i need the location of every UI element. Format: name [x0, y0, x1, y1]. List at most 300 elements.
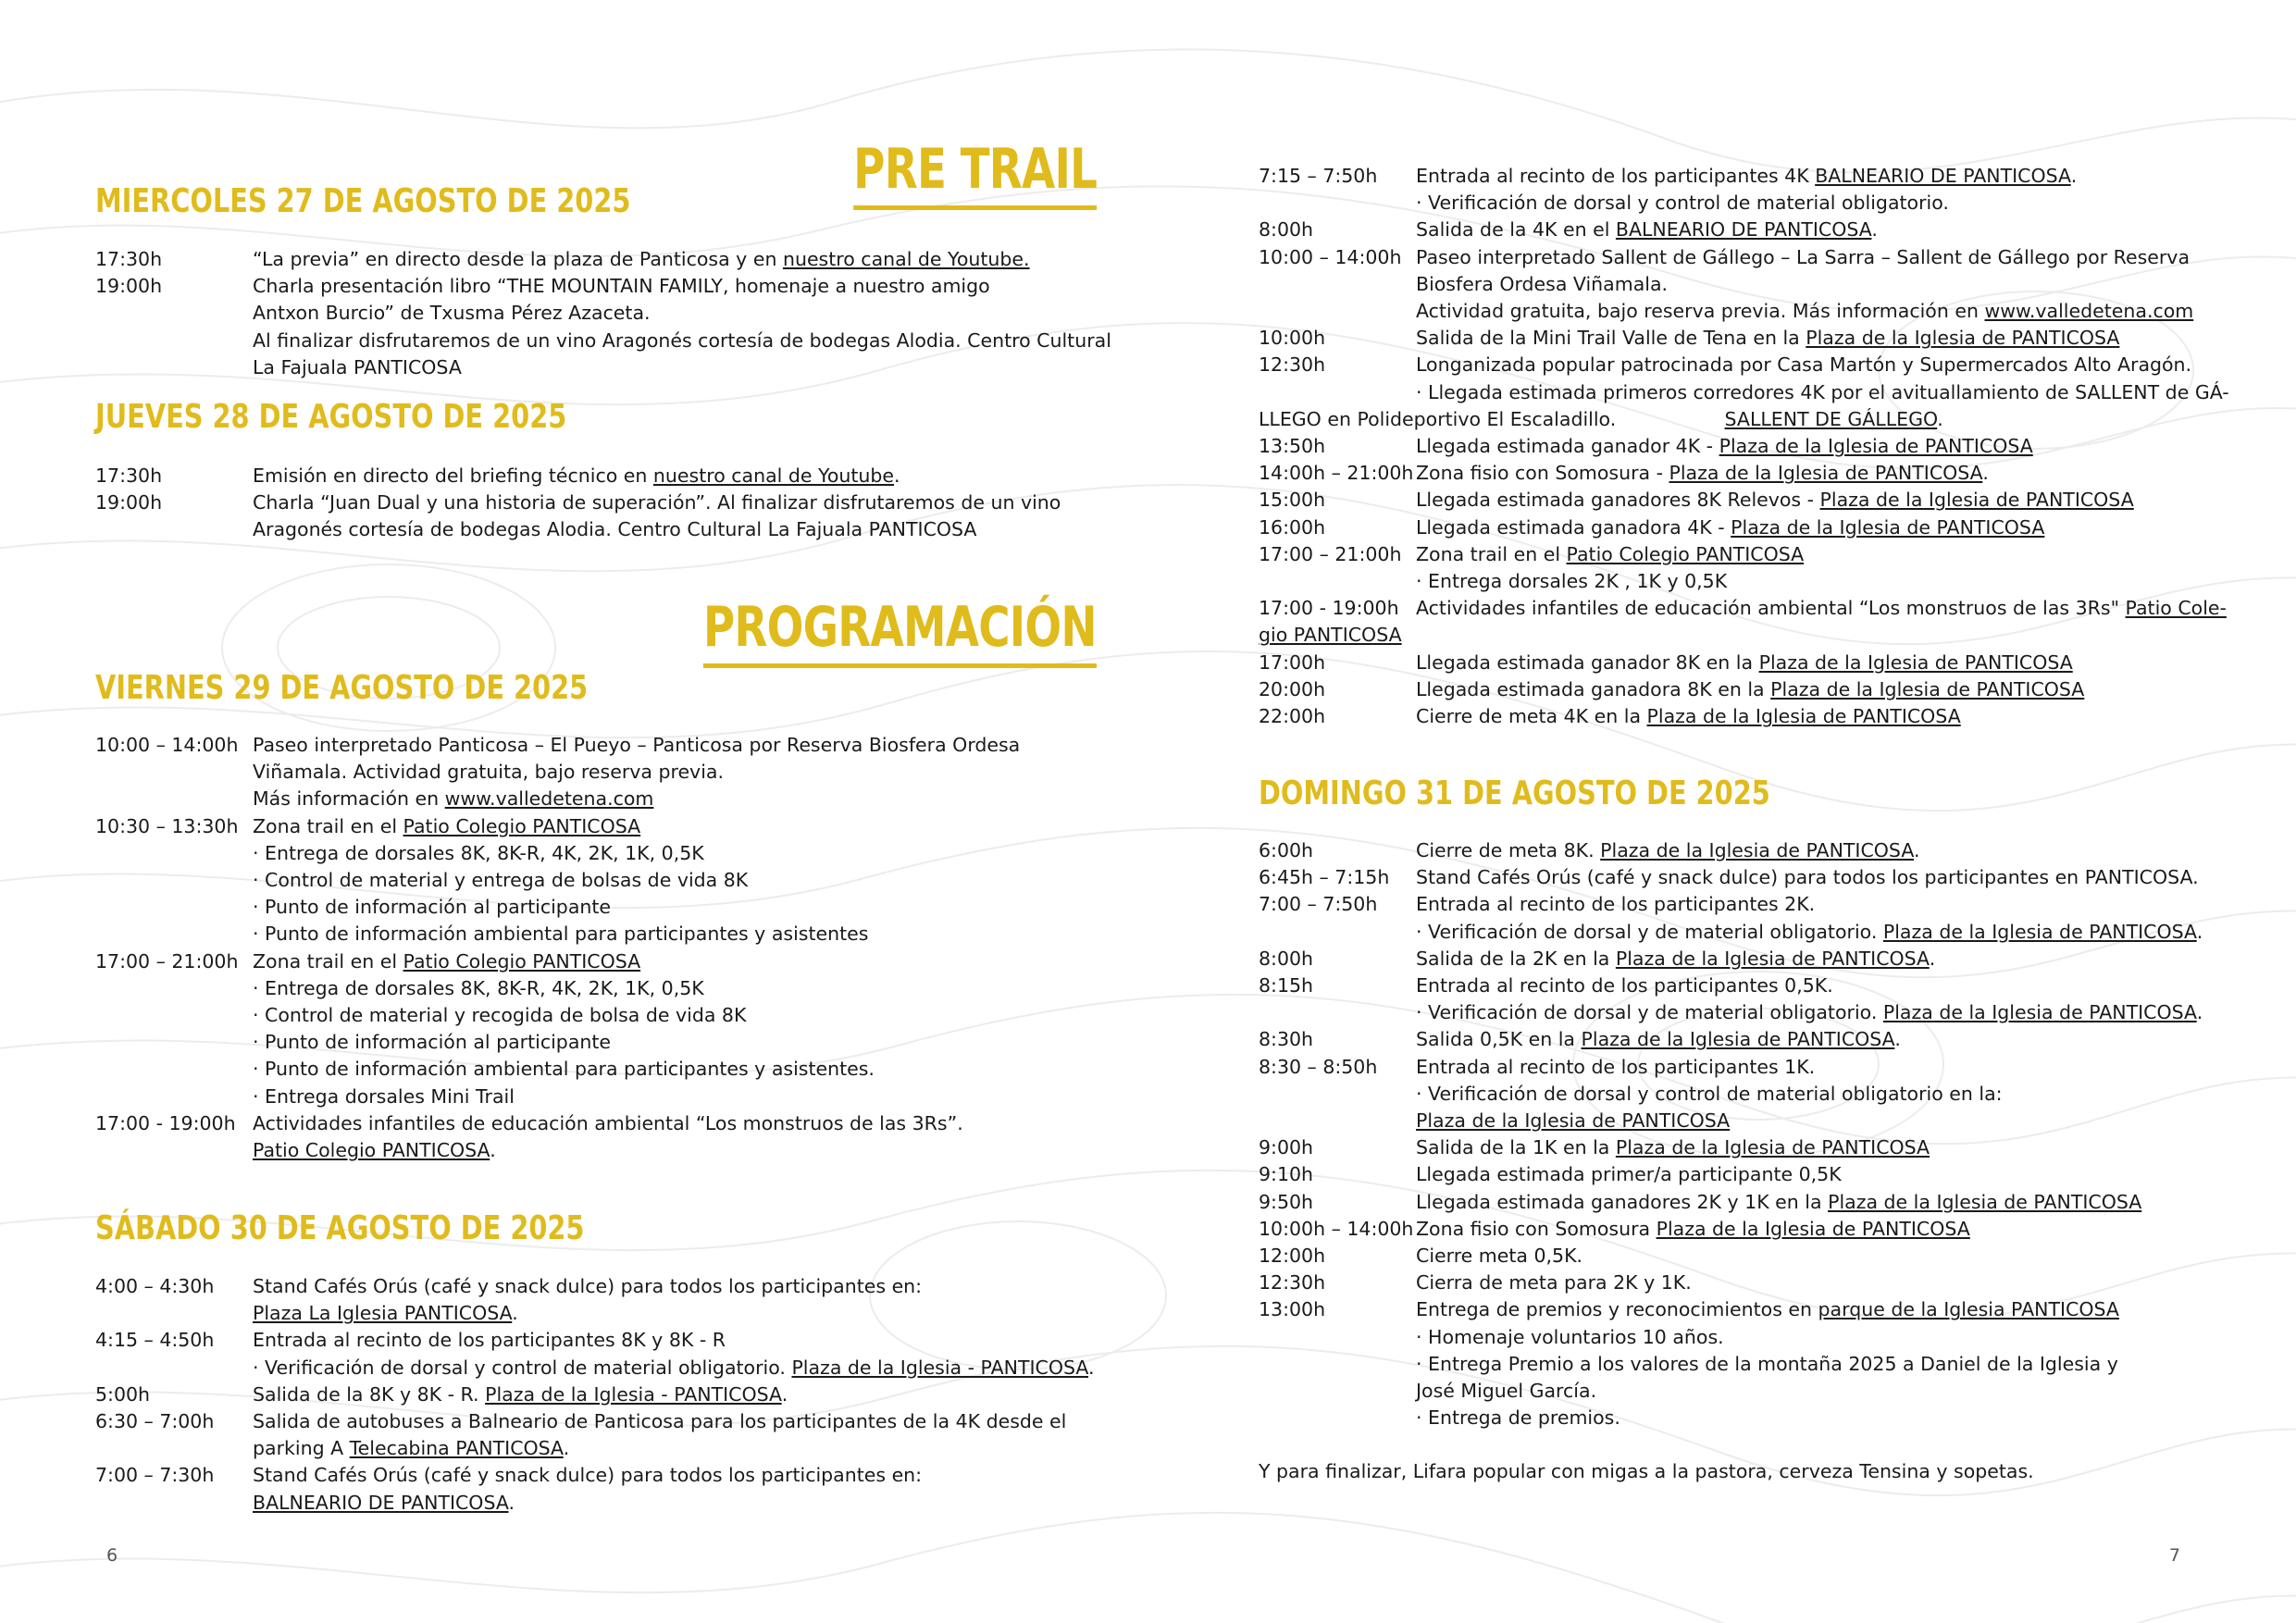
- schedule-description: [253, 1408, 1095, 1435]
- schedule-description: [1416, 379, 2229, 406]
- schedule-row: [1259, 1296, 2203, 1323]
- schedule-description: [1416, 1270, 2203, 1296]
- schedule-time: 17:30h: [95, 248, 163, 270]
- schedule-description: [253, 1110, 1020, 1137]
- location-link[interactable]: Plaza de la Iglesia de PANTICOSA: [1615, 947, 1930, 970]
- location-link[interactable]: BALNEARIO DE PANTICOSA: [253, 1491, 509, 1514]
- schedule-text: .: [2196, 1001, 2203, 1024]
- schedule-row: [95, 1381, 1095, 1408]
- schedule-description: [253, 894, 1020, 921]
- location-link[interactable]: Plaza de la Iglesia de PANTICOSA: [1770, 677, 2085, 700]
- schedule-text: Salida de autobuses a Balneario de Panticosa para los participantes de la 4K desde el: [253, 1410, 1067, 1433]
- schedule-text: Entrada al recinto de los participantes 1K.: [1416, 1055, 1816, 1078]
- schedule-text: .: [2196, 920, 2203, 943]
- schedule-description: [1416, 1405, 2203, 1431]
- schedule-text: Entrega de premios y reconocimientos en: [1416, 1298, 1818, 1321]
- schedule-text: Cierra de meta para 2K y 1K.: [1416, 1271, 1692, 1295]
- schedule-description: [253, 975, 1020, 1002]
- schedule-text: Zona trail en el: [253, 949, 403, 973]
- schedule-description: [1416, 1189, 2203, 1216]
- schedule-time: 9:00h: [1259, 1136, 1314, 1159]
- schedule-row: [1259, 163, 2229, 190]
- schedule-description: [1416, 541, 2229, 568]
- schedule-description: [253, 1462, 1095, 1489]
- schedule-time: 13:00h: [1259, 1298, 1326, 1321]
- schedule-text: Llegada estimada ganadora 4K -: [1416, 515, 1731, 539]
- schedule-text: · Homenaje voluntarios 10 años.: [1416, 1325, 1724, 1348]
- schedule-text: · Entrega dorsales Mini Trail: [253, 1084, 515, 1108]
- schedule-text: .: [512, 1302, 518, 1325]
- schedule-row: [1259, 352, 2229, 378]
- schedule-time: 14:00h – 21:00h: [1259, 462, 1414, 485]
- schedule-time: 5:00h: [95, 1382, 151, 1406]
- schedule-time: 9:10h: [1259, 1163, 1314, 1186]
- schedule-time: 17:00 - 19:00h: [1259, 597, 1399, 620]
- schedule-description: [1416, 1378, 2203, 1405]
- schedule-row: [95, 1300, 1095, 1327]
- schedule-description: [253, 867, 1020, 894]
- location-link[interactable]: Plaza de la Iglesia de PANTICOSA: [1806, 327, 2120, 350]
- schedule-row: [1259, 946, 2203, 973]
- schedule-row: [1259, 1405, 2203, 1431]
- schedule-time: 10:00h – 14:00h: [1259, 1217, 1414, 1240]
- schedule-time: 7:00 – 7:30h: [95, 1464, 215, 1487]
- schedule-row: [1259, 891, 2203, 918]
- schedule-row: [95, 1273, 1095, 1300]
- schedule-text: Cierre de meta 4K en la: [1416, 705, 1647, 728]
- schedule-row: [1259, 568, 2229, 595]
- schedule-row: [1259, 406, 2229, 433]
- schedule-row: [1259, 1216, 2203, 1243]
- schedule-row: [95, 246, 1111, 273]
- location-link[interactable]: Plaza de la Iglesia de PANTICOSA: [1615, 1136, 1930, 1159]
- right-page: [1148, 0, 2296, 1623]
- schedule-text: Biosfera Ordesa Viñamala.: [1416, 272, 1669, 295]
- schedule-text: Stand Cafés Orús (café y snack dulce) para todos los participantes en PANTICOSA.: [1416, 866, 2199, 889]
- schedule-description: [1416, 298, 2229, 325]
- schedule-description: [253, 1029, 1020, 1056]
- page-number-right: 7: [2168, 1545, 2180, 1566]
- schedule-text: · Punto de información ambiental para participantes y asistentes: [253, 923, 869, 946]
- schedule-text: .: [1982, 462, 1989, 485]
- schedule-time: 17:00 – 21:00h: [95, 949, 239, 973]
- schedule-row: [1259, 460, 2229, 487]
- schedule-row: [95, 759, 1020, 786]
- schedule-row: [1259, 433, 2229, 460]
- location-link[interactable]: Plaza de la Iglesia de PANTICOSA: [1758, 650, 2073, 674]
- schedule-row: [95, 516, 1061, 543]
- schedule-description: [1416, 1296, 2203, 1323]
- schedule-description: [1416, 1026, 2203, 1053]
- schedule-time: 4:00 – 4:30h: [95, 1275, 215, 1297]
- schedule-row: [1259, 298, 2229, 325]
- schedule-description: [253, 1381, 1095, 1408]
- schedule-description: [1259, 406, 2229, 433]
- schedule-text: Charla presentación libro “THE MOUNTAIN FAMILY, homenaje a nuestro amigo: [253, 275, 990, 298]
- day-title-domingo: DOMINGO 31 DE AGOSTO DE 2025: [1259, 774, 1770, 812]
- schedule-description: [1416, 1054, 2203, 1081]
- schedule-time: 6:30 – 7:00h: [95, 1410, 215, 1433]
- schedule-row: [1259, 1243, 2203, 1270]
- schedule-row: [95, 463, 1061, 489]
- schedule-text: Entrada al recinto de los participantes 8K y 8K - R: [253, 1329, 726, 1352]
- schedule-description: [1416, 271, 2229, 298]
- schedule-description: [1416, 676, 2229, 703]
- schedule-text: Salida 0,5K en la: [1416, 1028, 1582, 1051]
- location-link[interactable]: Patio Colegio PANTICOSA: [403, 814, 641, 837]
- schedule-description: [253, 1327, 1095, 1354]
- schedule-description: [253, 1273, 1095, 1300]
- schedule-text: Salida de la 8K y 8K - R.: [253, 1382, 486, 1406]
- schedule-row: [95, 354, 1111, 381]
- schedule-description: [253, 463, 1061, 489]
- schedule-description: [1416, 703, 2229, 730]
- schedule-description: [1416, 568, 2229, 595]
- schedule-time: 12:30h: [1259, 1271, 1326, 1295]
- schedule-text: “La previa” en directo desde la plaza de Panticosa y en: [253, 248, 783, 270]
- schedule-text: · Verificación de dorsal y de material obligatorio.: [1416, 1001, 1883, 1024]
- schedule-row: [95, 273, 1111, 300]
- schedule-description: [1416, 999, 2203, 1026]
- schedule-text: · Verificación de dorsal y de material obligatorio.: [1416, 920, 1883, 943]
- schedule-time: 17:00 - 19:00h: [95, 1111, 236, 1134]
- schedule-row: [95, 975, 1020, 1002]
- schedule-time: 7:15 – 7:50h: [1259, 165, 1378, 187]
- schedule-row: [1259, 676, 2229, 703]
- schedule-text: Stand Cafés Orús (café y snack dulce) para todos los participantes en:: [253, 1464, 923, 1487]
- schedule-row: [95, 1355, 1095, 1381]
- schedule-description: [1416, 217, 2229, 243]
- schedule-row: [1259, 1351, 2203, 1378]
- schedule-time: 10:00h: [1259, 327, 1326, 350]
- schedule-text: · Punto de información al participante: [253, 896, 612, 919]
- schedule-description: [253, 840, 1020, 867]
- schedule-row: [95, 1137, 1020, 1164]
- schedule-time: 6:45h – 7:15h: [1259, 866, 1390, 889]
- schedule-time: 9:50h: [1259, 1190, 1314, 1213]
- schedule-time: 17:00h: [1259, 650, 1326, 674]
- location-link[interactable]: Plaza de la Iglesia de PANTICOSA: [1731, 515, 2045, 539]
- schedule-row: [95, 921, 1020, 948]
- schedule-text: La Fajuala PANTICOSA: [253, 355, 462, 378]
- schedule-text: Viñamala. Actividad gratuita, bajo reserva previa.: [253, 761, 724, 784]
- location-link[interactable]: www.valledetena.com: [444, 787, 654, 811]
- location-link[interactable]: Patio Colegio PANTICOSA: [1566, 542, 1805, 565]
- schedule-row: [1259, 1054, 2203, 1081]
- schedule-text: .: [563, 1437, 570, 1460]
- location-link[interactable]: BALNEARIO DE PANTICOSA: [1615, 218, 1872, 242]
- schedule-time: 17:30h: [95, 465, 163, 487]
- schedule-text: Zona trail en el: [253, 814, 403, 837]
- schedule-row: [95, 1462, 1095, 1489]
- schedule-text: .: [781, 1382, 788, 1406]
- schedule-miercoles: [95, 246, 1111, 381]
- schedule-description: [1416, 1108, 2203, 1134]
- schedule-row: [95, 1435, 1095, 1462]
- schedule-sabado-part1: [95, 1273, 1095, 1517]
- schedule-time: 19:00h: [95, 275, 163, 298]
- location-link[interactable]: Plaza de la Iglesia de PANTICOSA: [1600, 839, 1914, 861]
- schedule-row: [1259, 1134, 2203, 1161]
- schedule-text: parking A: [253, 1437, 350, 1460]
- location-link[interactable]: Plaza de la Iglesia de PANTICOSA: [1882, 920, 2197, 943]
- schedule-row: [95, 300, 1111, 327]
- schedule-text: .: [1088, 1356, 1095, 1379]
- schedule-row: [1259, 973, 2203, 999]
- schedule-text: Llegada estimada primer/a participante 0,5K: [1416, 1163, 1842, 1186]
- location-link[interactable]: gio PANTICOSA: [1259, 624, 1402, 647]
- schedule-row: [1259, 325, 2229, 352]
- page-number-left: 6: [106, 1545, 118, 1566]
- location-link[interactable]: nuestro canal de Youtube: [652, 465, 895, 487]
- location-link[interactable]: parque de la Iglesia PANTICOSA: [1818, 1298, 2119, 1321]
- schedule-text: · Entrega dorsales 2K , 1K y 0,5K: [1416, 570, 1728, 593]
- location-link[interactable]: Plaza de la Iglesia - PANTICOSA: [791, 1356, 1089, 1379]
- schedule-time: 22:00h: [1259, 705, 1326, 728]
- day-title-sabado: SÁBADO 30 DE AGOSTO DE 2025: [95, 1209, 585, 1247]
- schedule-text: · Control de material y entrega de bolsas de vida 8K: [253, 869, 749, 892]
- schedule-text: Paseo interpretado Panticosa – El Pueyo – Panticosa por Reserva Biosfera Ordesa: [253, 734, 1021, 756]
- schedule-row: [1259, 919, 2203, 946]
- schedule-row: [1259, 1081, 2203, 1108]
- schedule-row: [95, 328, 1111, 354]
- schedule-description: [1416, 433, 2229, 460]
- schedule-description: [1416, 460, 2229, 487]
- schedule-description: [1416, 595, 2229, 622]
- schedule-row: [1259, 703, 2229, 730]
- schedule-row: [95, 1002, 1020, 1029]
- schedule-text: Zona fisio con Somosura: [1416, 1217, 1657, 1240]
- schedule-text: · Control de material y recogida de bolsa de vida 8K: [253, 1004, 747, 1027]
- schedule-row: [95, 867, 1020, 894]
- schedule-row: [1259, 514, 2229, 541]
- schedule-description: [253, 1300, 1095, 1327]
- schedule-row: [95, 1029, 1020, 1056]
- location-link[interactable]: Plaza de la Iglesia de PANTICOSA: [1882, 1001, 2197, 1024]
- schedule-row: [1259, 1270, 2203, 1296]
- schedule-text: Longanizada popular patrocinada por Casa Martón y Supermercados Alto Aragón.: [1416, 353, 2192, 377]
- schedule-time: 16:00h: [1259, 515, 1326, 539]
- location-link[interactable]: Patio Colegio PANTICOSA: [253, 1139, 490, 1162]
- schedule-text: Llegada estimada ganador 4K -: [1416, 435, 1719, 458]
- schedule-time: 17:00 – 21:00h: [1259, 542, 1402, 565]
- schedule-time: 8:00h: [1259, 218, 1314, 242]
- schedule-description: [1416, 1134, 2203, 1161]
- schedule-text: Salida de la 1K en la: [1416, 1136, 1616, 1159]
- schedule-time: 7:00 – 7:50h: [1259, 893, 1378, 916]
- schedule-time: 8:30h: [1259, 1028, 1314, 1051]
- schedule-description: [1416, 1161, 2203, 1188]
- schedule-description: [253, 813, 1020, 840]
- schedule-text: Salida de la Mini Trail Valle de Tena en la: [1416, 327, 1806, 350]
- location-link[interactable]: BALNEARIO DE PANTICOSA: [1815, 165, 2071, 187]
- schedule-row: [95, 840, 1020, 867]
- schedule-row: [1259, 999, 2203, 1026]
- schedule-text: Salida de la 4K en el: [1416, 218, 1616, 242]
- schedule-text: .: [1913, 839, 1920, 861]
- schedule-text: Zona trail en el: [1416, 542, 1567, 565]
- schedule-description: [253, 354, 1111, 381]
- schedule-row: [1259, 622, 2229, 649]
- location-link[interactable]: SALLENT DE GÁLLEGO: [1724, 407, 1938, 430]
- schedule-row: [1259, 864, 2203, 891]
- day-title-miercoles: MIERCOLES 27 DE AGOSTO DE 2025: [95, 182, 631, 220]
- schedule-time: 13:50h: [1259, 435, 1326, 458]
- schedule-row: [95, 813, 1020, 840]
- schedule-row: [95, 1084, 1020, 1110]
- day-title-jueves: JUEVES 28 DE AGOSTO DE 2025: [95, 398, 567, 436]
- location-link[interactable]: Plaza de la Iglesia de PANTICOSA: [1819, 489, 2134, 512]
- schedule-text: · Punto de información al participante: [253, 1031, 612, 1054]
- schedule-text: Zona fisio con Somosura -: [1416, 462, 1669, 485]
- schedule-description: [1416, 1216, 2203, 1243]
- schedule-text: Llegada estimada ganadores 8K Relevos -: [1416, 489, 1820, 512]
- schedule-text: .: [1894, 1028, 1901, 1051]
- schedule-text: Entrada al recinto de los participantes 4K: [1416, 165, 1816, 187]
- schedule-description: [1416, 352, 2229, 378]
- schedule-time: 8:30 – 8:50h: [1259, 1055, 1378, 1078]
- schedule-text: .: [490, 1139, 496, 1162]
- schedule-description: [253, 1355, 1095, 1381]
- schedule-row: [95, 894, 1020, 921]
- schedule-description: [253, 786, 1020, 812]
- schedule-row: [1259, 595, 2229, 622]
- schedule-description: [1416, 1081, 2203, 1108]
- schedule-text: · Verificación de dorsal y control de material obligatorio.: [1416, 192, 1949, 215]
- schedule-row: [1259, 271, 2229, 298]
- schedule-text: Aragonés cortesía de bodegas Alodia. Centro Cultural La Fajuala PANTICOSA: [253, 518, 977, 541]
- schedule-description: [1416, 891, 2203, 918]
- final-note: Y para finalizar, Lifara popular con migas a la pastora, cerveza Tensina y sopetas.: [1259, 1460, 2034, 1482]
- schedule-row: [1259, 1161, 2203, 1188]
- schedule-time: 8:15h: [1259, 974, 1314, 997]
- schedule-description: [253, 1056, 1020, 1083]
- schedule-row: [1259, 244, 2229, 271]
- schedule-description: [253, 489, 1061, 516]
- location-link[interactable]: Plaza de la Iglesia de PANTICOSA: [1719, 435, 2033, 458]
- schedule-domingo: [1259, 837, 2203, 1431]
- schedule-description: [253, 246, 1111, 273]
- schedule-row: [1259, 190, 2229, 217]
- schedule-description: [1416, 325, 2229, 352]
- location-link[interactable]: Patio Cole-: [2125, 597, 2227, 620]
- schedule-text: Llegada estimada ganadores 2K y 1K en la: [1416, 1190, 1829, 1213]
- schedule-description: [1416, 1243, 2203, 1270]
- schedule-text: .: [1871, 218, 1878, 242]
- schedule-time: 12:00h: [1259, 1245, 1326, 1268]
- location-link[interactable]: nuestro canal de Youtube.: [782, 248, 1030, 270]
- location-link[interactable]: Plaza de la Iglesia de PANTICOSA: [1646, 705, 1961, 728]
- schedule-text: .: [2070, 165, 2078, 187]
- schedule-row: [95, 489, 1061, 516]
- location-link[interactable]: Patio Colegio PANTICOSA: [403, 949, 641, 973]
- schedule-text: · Punto de información ambiental para participantes y asistentes.: [253, 1058, 875, 1081]
- schedule-row: [95, 786, 1020, 812]
- schedule-text: Cierre meta 0,5K.: [1416, 1245, 1583, 1268]
- schedule-text: Actividades infantiles de educación ambiental “Los monstruos de las 3Rs": [1416, 597, 2126, 620]
- schedule-description: [253, 273, 1111, 300]
- pre-trail-title: PRE TRAIL: [853, 137, 1097, 210]
- schedule-text: · Entrega de dorsales 8K, 8K-R, 4K, 2K, 1K, 0,5K: [253, 976, 704, 999]
- schedule-row: [1259, 1324, 2203, 1351]
- schedule-text: Emisión en directo del briefing técnico en: [253, 465, 653, 487]
- schedule-text: Charla “Juan Dual y una historia de superación”. Al finalizar disfrutaremos de un vino: [253, 491, 1061, 514]
- schedule-text: Llegada estimada ganador 8K en la: [1416, 650, 1759, 674]
- schedule-row: [95, 1327, 1095, 1354]
- location-link[interactable]: Telecabina PANTICOSA: [349, 1437, 564, 1460]
- schedule-row: [1259, 541, 2229, 568]
- schedule-text: Más información en: [253, 787, 445, 811]
- schedule-text: Stand Cafés Orús (café y snack dulce) para todos los participantes en:: [253, 1275, 923, 1297]
- schedule-time: 10:00 – 14:00h: [1259, 245, 1402, 268]
- schedule-text: Actividades infantiles de educación ambiental “Los monstruos de las 3Rs”.: [253, 1111, 963, 1134]
- schedule-text: · Verificación de dorsal y control de material obligatorio en la:: [1416, 1082, 2003, 1105]
- schedule-time: 12:30h: [1259, 353, 1326, 377]
- location-link[interactable]: Plaza de la Iglesia de PANTICOSA: [1656, 1217, 1970, 1240]
- location-link[interactable]: Plaza La Iglesia PANTICOSA: [253, 1302, 513, 1325]
- schedule-description: [253, 759, 1020, 786]
- schedule-row: [1259, 1108, 2203, 1134]
- schedule-description: [1416, 837, 2203, 864]
- schedule-time: 20:00h: [1259, 677, 1326, 700]
- schedule-row: [95, 948, 1020, 975]
- schedule-description: [1416, 487, 2229, 514]
- location-link[interactable]: Plaza de la Iglesia - PANTICOSA: [485, 1382, 782, 1406]
- schedule-row: [95, 1110, 1020, 1137]
- schedule-text: Entrada al recinto de los participantes 2K.: [1416, 893, 1816, 916]
- schedule-sabado-part2: [1259, 163, 2229, 730]
- schedule-jueves: [95, 463, 1061, 544]
- schedule-description: [1416, 919, 2203, 946]
- schedule-row: [95, 1056, 1020, 1083]
- schedule-row: [1259, 487, 2229, 514]
- schedule-description: [253, 948, 1020, 975]
- schedule-text: Llegada estimada ganadora 8K en la: [1416, 677, 1771, 700]
- schedule-description: [253, 732, 1020, 759]
- location-link[interactable]: www.valledetena.com: [1984, 300, 2194, 323]
- schedule-text: · Entrega de premios.: [1416, 1406, 1620, 1430]
- schedule-description: [253, 516, 1061, 543]
- schedule-description: [253, 1084, 1020, 1110]
- schedule-text: · Entrega Premio a los valores de la montaña 2025 a Daniel de la Iglesia y: [1416, 1352, 2118, 1375]
- schedule-text: Al finalizar disfrutaremos de un vino Aragonés cortesía de bodegas Alodia. Centro Cultural: [253, 328, 1111, 352]
- schedule-row: [1259, 837, 2203, 864]
- schedule-text: · Entrega de dorsales 8K, 8K-R, 4K, 2K, 1K, 0,5K: [253, 841, 704, 864]
- schedule-viernes: [95, 732, 1020, 1164]
- location-link[interactable]: Plaza de la Iglesia de PANTICOSA: [1828, 1190, 2142, 1213]
- schedule-description: [1416, 1351, 2203, 1378]
- schedule-row: [95, 1490, 1095, 1517]
- schedule-text: .: [894, 465, 900, 487]
- location-link[interactable]: Plaza de la Iglesia de PANTICOSA: [1669, 462, 1983, 485]
- schedule-text: Salida de la 2K en la: [1416, 947, 1616, 970]
- schedule-time: 10:30 – 13:30h: [95, 814, 239, 837]
- day-title-viernes: VIERNES 29 DE AGOSTO DE 2025: [95, 669, 589, 707]
- schedule-row: [1259, 1378, 2203, 1405]
- schedule-description: [1259, 622, 2229, 649]
- schedule-text: Antxon Burcio” de Txusma Pérez Azaceta.: [253, 302, 651, 325]
- schedule-text: Paseo interpretado Sallent de Gállego – La Sarra – Sallent de Gállego por Reserva: [1416, 245, 2191, 268]
- schedule-description: [1416, 1324, 2203, 1351]
- schedule-text: Actividad gratuita, bajo reserva previa. Más información en: [1416, 300, 1985, 323]
- schedule-description: [253, 1435, 1095, 1462]
- schedule-description: [253, 1002, 1020, 1029]
- location-link[interactable]: Plaza de la Iglesia de PANTICOSA: [1416, 1109, 1731, 1133]
- schedule-row: [1259, 379, 2229, 406]
- schedule-time: 8:00h: [1259, 947, 1314, 970]
- schedule-description: [1416, 244, 2229, 271]
- location-link[interactable]: Plaza de la Iglesia de PANTICOSA: [1581, 1028, 1895, 1051]
